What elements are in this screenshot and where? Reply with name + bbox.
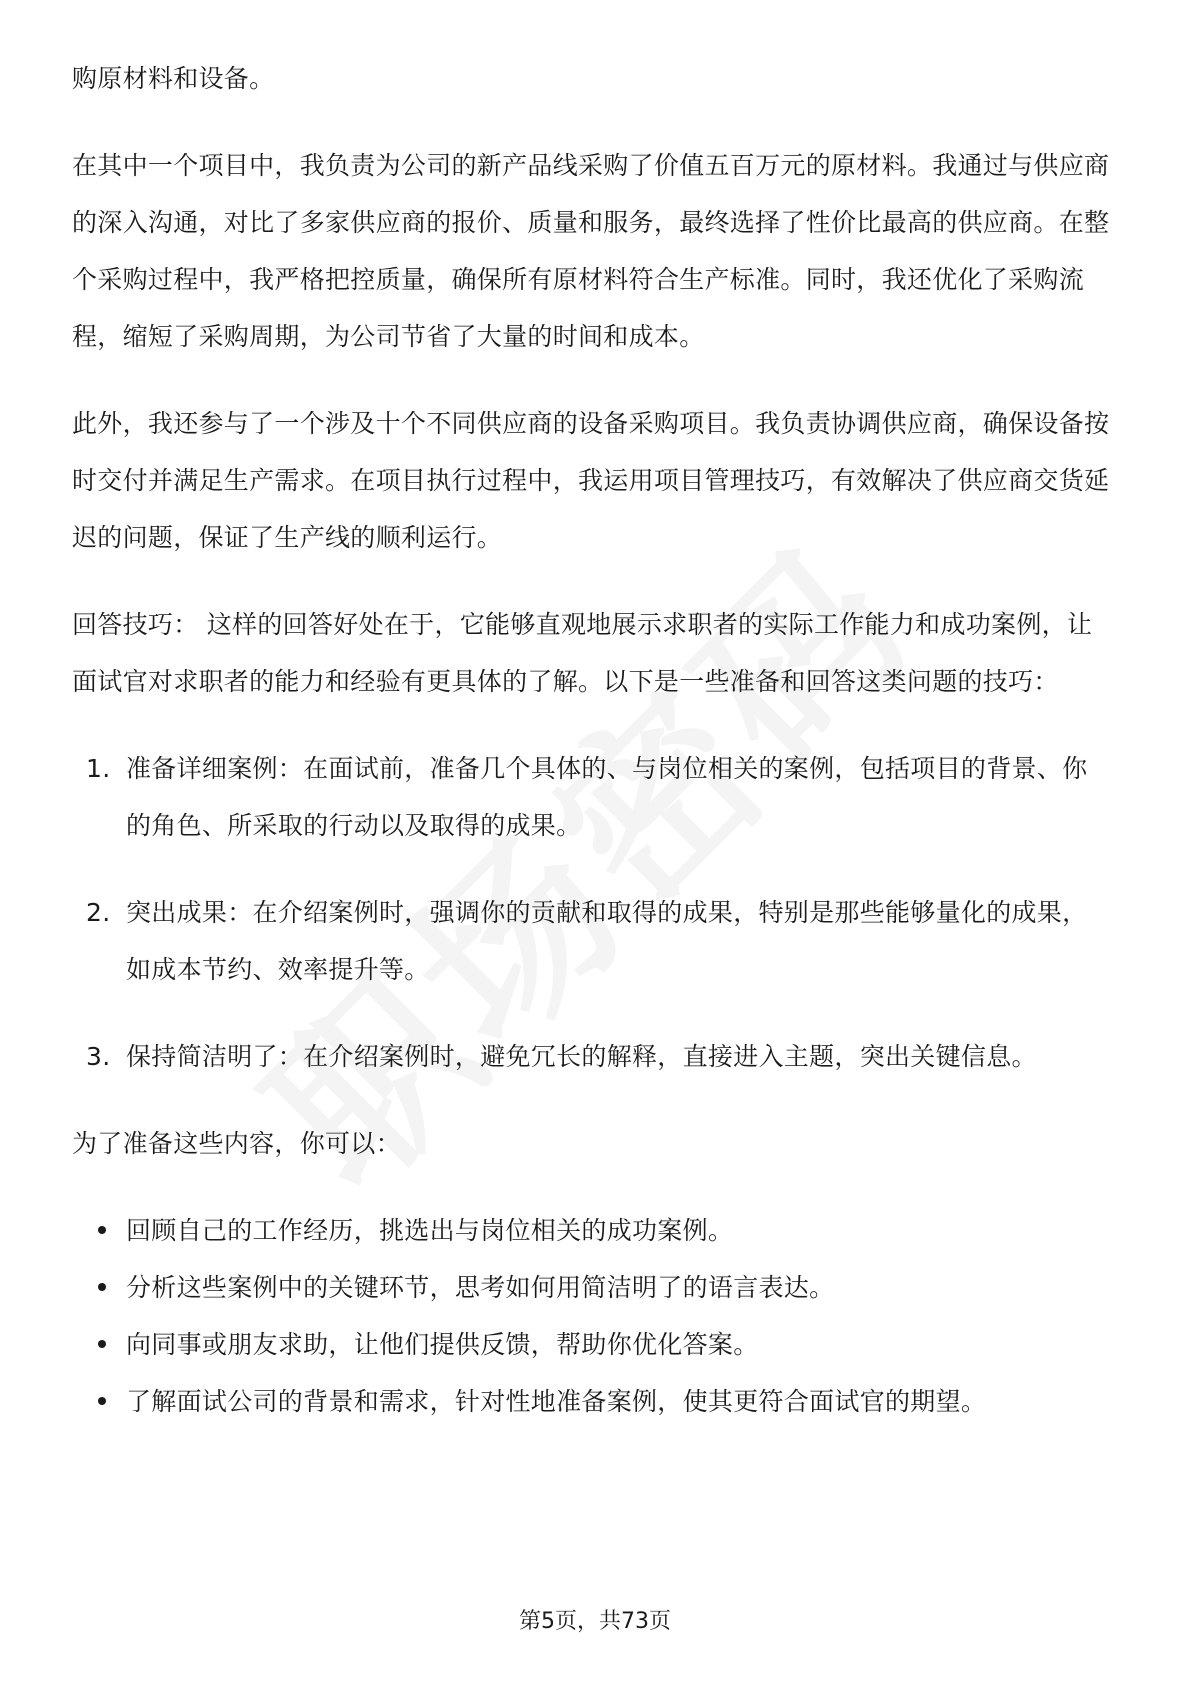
- tips-ordered-list: [72, 740, 1112, 1085]
- bullet-icon: [98, 1340, 106, 1348]
- list-item: [72, 884, 1112, 998]
- paragraph-preparation: 为了准备这些内容，你可以：: [72, 1129, 401, 1158]
- list-item: [72, 1373, 1112, 1430]
- paragraph-project-one: 在其中一个项目中，我负责为公司的新产品线采购了价值五百万元的原材料。我通过与供应商的深入沟通，对比了多家供应商的报价、质量和服务，最终选择了性价比最高的供应商。在整个采购过程中，我严格把控质量，确保所有原材料符合生产标准。同时，我还优化了采购流程，缩短了采购周期，为公司节省了大量的时间和成本。: [72, 151, 1110, 351]
- list-number: 2.: [86, 898, 111, 927]
- list-number: 3.: [86, 1042, 111, 1071]
- list-item-text: 向同事或朋友求助，让他们提供反馈，帮助你优化答案。: [126, 1330, 759, 1359]
- page-number-footer: 第5页，共73页: [519, 1609, 671, 1634]
- list-item-text: 分析这些案例中的关键环节，思考如何用简洁明了的语言表达。: [126, 1273, 835, 1302]
- document-body: [72, 50, 1112, 1430]
- list-item: [72, 1316, 1112, 1373]
- paragraph-answer-tips: 回答技巧： 这样的回答好处在于，它能够直观地展示求职者的实际工作能力和成功案例，让面试官对求职者的能力和经验有更具体的了解。以下是一些准备和回答这类问题的技巧：: [72, 610, 1093, 696]
- preparation-bullet-list: [72, 1202, 1112, 1430]
- paragraph-continuation: 购原材料和设备。: [72, 64, 275, 93]
- list-item-text: 了解面试公司的背景和需求，针对性地准备案例，使其更符合面试官的期望。: [126, 1387, 987, 1416]
- list-item: [72, 1028, 1112, 1085]
- bullet-icon: [98, 1397, 106, 1405]
- bullet-icon: [98, 1283, 106, 1291]
- list-item-text: 准备详细案例：在面试前，准备几个具体的、与岗位相关的案例，包括项目的背景、你的角色、所采取的行动以及取得的成果。: [126, 754, 1088, 840]
- list-item: [72, 1259, 1112, 1316]
- list-item-text: 回顾自己的工作经历，挑选出与岗位相关的成功案例。: [126, 1216, 734, 1245]
- list-item-text: 突出成果：在介绍案例时，强调你的贡献和取得的成果，特别是那些能够量化的成果，如成本节约、效率提升等。: [126, 898, 1088, 984]
- paragraph-project-two: 此外，我还参与了一个涉及十个不同供应商的设备采购项目。我负责协调供应商，确保设备按时交付并满足生产需求。在项目执行过程中，我运用项目管理技巧，有效解决了供应商交货延迟的问题，保证了生产线的顺利运行。: [72, 409, 1110, 552]
- list-number: 1.: [86, 754, 111, 783]
- bullet-icon: [98, 1226, 106, 1234]
- list-item: [72, 1202, 1112, 1259]
- list-item-text: 保持简洁明了：在介绍案例时，避免冗长的解释，直接进入主题，突出关键信息。: [126, 1042, 1037, 1071]
- list-item: [72, 740, 1112, 854]
